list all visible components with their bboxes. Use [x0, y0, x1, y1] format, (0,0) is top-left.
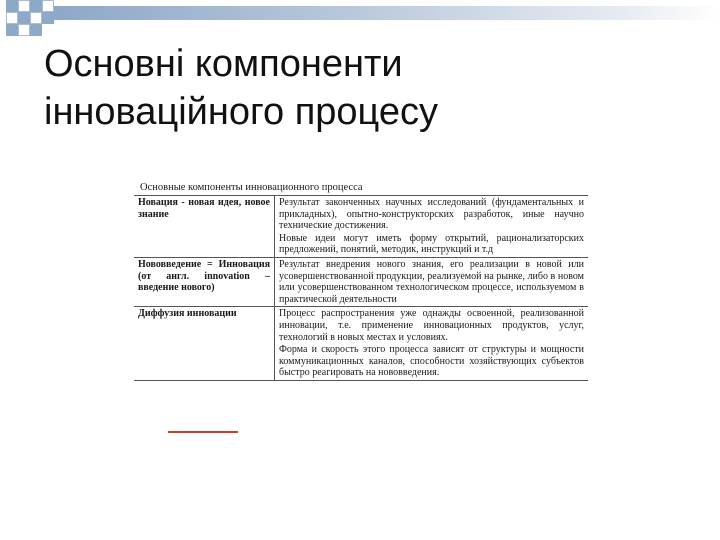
table-row — [134, 257, 588, 306]
definition-paragraph: Форма и скорость этого процесса зависят от структуры и мощности коммуникационных каналов, способности хозяйствующих субъектов быстро реагировать на нововведения. — [279, 344, 584, 379]
checker-square — [30, 24, 42, 36]
components-table — [134, 195, 588, 381]
definition-cell — [275, 196, 589, 258]
definition-paragraph: Новые идеи могут иметь форму открытий, рационализаторских предложений, понятий, методик, инструкций и т.д — [279, 232, 584, 256]
table-caption: Основные компоненты инновационного процесса — [140, 182, 363, 193]
checker-square — [42, 0, 54, 12]
strip-gradient-bar — [54, 6, 720, 20]
definition-cell — [275, 307, 589, 381]
checker-square — [42, 12, 54, 24]
slide-title — [44, 40, 684, 136]
term-label: Диффузия инновации — [138, 308, 237, 320]
red-underline-mark — [168, 431, 238, 433]
definition-paragraph: Результат законченных научных исследований (фундаментальных и прикладных), опытно-конструкторских разработок, иные научно технические достижения. — [279, 197, 584, 232]
term-label: Новация - новая идея, новое знание — [138, 197, 270, 220]
scanned-document-table — [134, 182, 590, 381]
checker-square — [18, 12, 30, 24]
term-cell — [134, 307, 275, 381]
slide-title-line2: інноваційного процесу — [44, 91, 439, 133]
checker-square — [6, 24, 18, 36]
decorative-checker-strip — [0, 0, 720, 36]
table-row — [134, 196, 588, 258]
checker-square — [6, 12, 18, 24]
slide-title-line1: Основні компоненти — [44, 43, 403, 85]
term-cell — [134, 257, 275, 306]
definition-paragraph: Результат внедрения нового знания, его реализации в новой или усовершенствованной продукции, реализуемой на рынке, либо в новом или усовершенствованном технологическом процессе, используемом в практической деятельности — [279, 258, 584, 305]
table-row — [134, 307, 588, 381]
checker-square — [18, 24, 30, 36]
definition-cell — [275, 257, 589, 306]
checker-square — [6, 0, 18, 12]
term-cell — [134, 196, 275, 258]
checker-square — [30, 0, 42, 12]
checker-square — [18, 0, 30, 12]
term-label: Нововведение = Инновация (от англ. innovation – введение нового) — [138, 258, 270, 294]
checker-square — [30, 12, 42, 24]
definition-paragraph: Процесс распространения уже однажды освоенной, реализованной инновации, т.е. применение инновационных продуктов, услуг, технологий в новых местах и условиях. — [279, 308, 584, 343]
